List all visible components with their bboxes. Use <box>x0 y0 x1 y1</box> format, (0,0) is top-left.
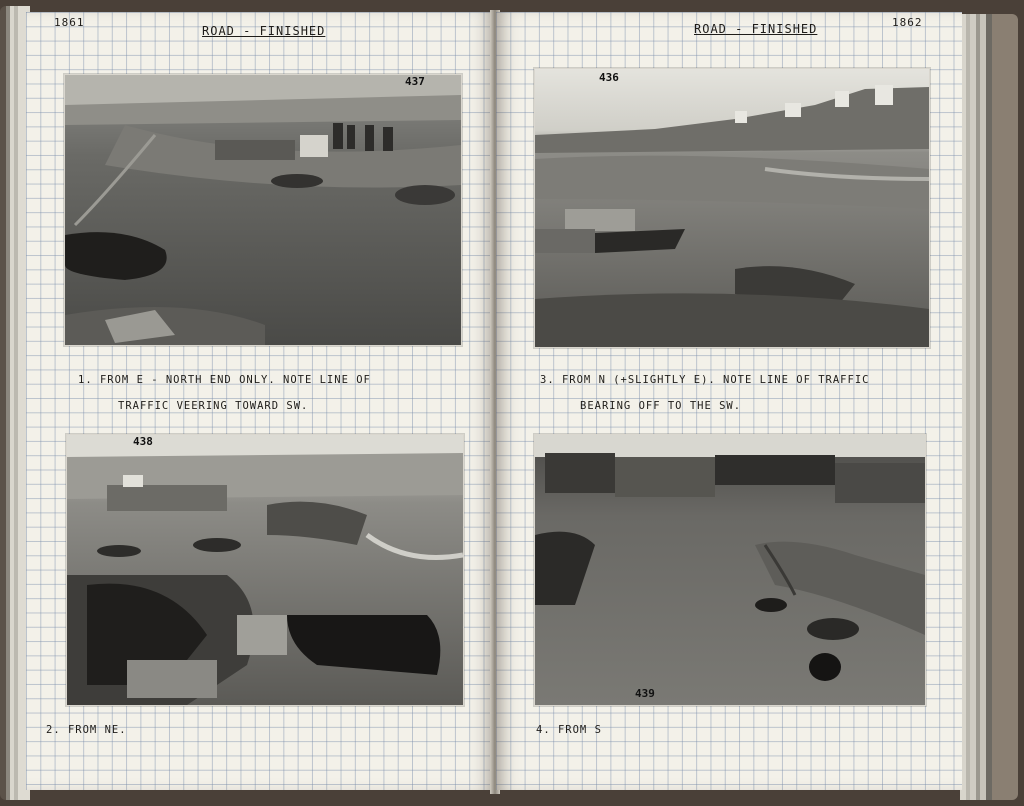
photo-number: 439 <box>635 687 655 700</box>
photo-caption-line: 2. FROM NE. <box>46 724 127 736</box>
photo-number: 436 <box>599 71 619 84</box>
photo-number: 438 <box>133 435 153 448</box>
left-page <box>26 12 494 790</box>
excavation-photo-image <box>535 69 929 347</box>
photo-caption-line: TRAFFIC VEERING TOWARD SW. <box>118 400 309 412</box>
excavation-photo-image <box>67 435 463 705</box>
notebook-cover-right-edge <box>960 14 1018 800</box>
page-heading: ROAD - FINISHED <box>694 22 818 36</box>
photo-437 <box>64 74 462 346</box>
page-heading: ROAD - FINISHED <box>202 24 326 38</box>
photo-438 <box>66 434 464 706</box>
photo-caption-line: BEARING OFF TO THE SW. <box>580 400 742 412</box>
excavation-photo-image <box>65 75 461 345</box>
right-page <box>496 12 962 790</box>
photo-caption-line: 3. FROM N (+SLIGHTLY E). NOTE LINE OF TRAFFIC <box>540 374 870 386</box>
page-number: 1862 <box>892 16 923 29</box>
photo-number: 437 <box>405 75 425 88</box>
excavation-photo-image <box>535 435 925 705</box>
photo-caption-line: 1. FROM E - NORTH END ONLY. NOTE LINE OF <box>78 374 371 386</box>
photo-439 <box>534 434 926 706</box>
page-number: 1861 <box>54 16 85 29</box>
photo-caption-line: 4. FROM S <box>536 724 602 736</box>
photo-436 <box>534 68 930 348</box>
